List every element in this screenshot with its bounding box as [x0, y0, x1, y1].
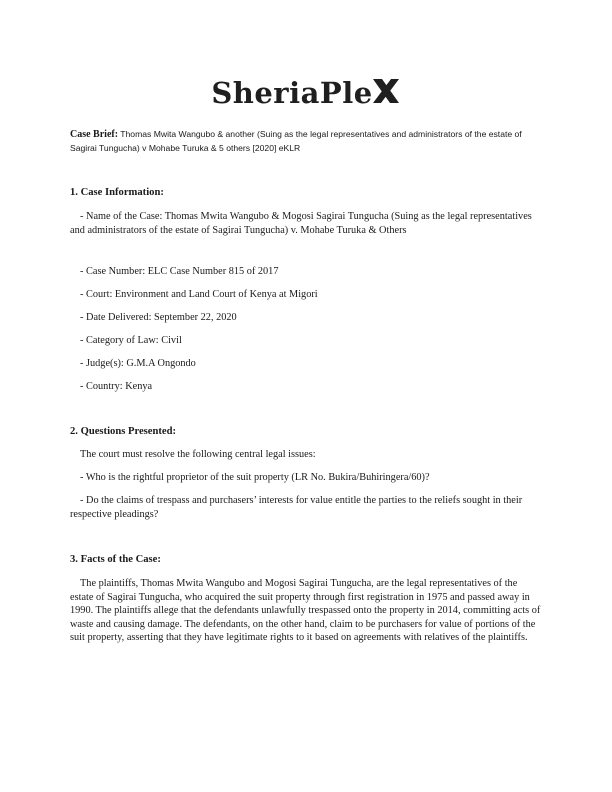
section-heading-questions: 2. Questions Presented: — [70, 426, 177, 437]
case-brief-text: Thomas Mwita Wangubo & another (Suing as the legal representatives and administrators of the estate of Sagirai Tungucha) v Mohabe Turuka & 5 others [2020] eKLR — [70, 129, 522, 153]
case-brief-label: Case Brief: — [70, 129, 119, 140]
question-item: - Do the claims of trespass and purchasers’ interests for value entitle the parties to the reliefs sought in their respective pleadings? — [70, 495, 523, 520]
category-item: - Category of Law: Civil — [80, 335, 182, 346]
section-heading-facts: 3. Facts of the Case: — [70, 554, 161, 565]
facts-paragraph: The plaintiffs, Thomas Mwita Wangubo and Mogosi Sagirai Tungucha, are the legal representatives of the estate of Sagirai Tungucha, who acquired the suit property through first registration in 1975 and passed away in 1990. The plaintiffs allege that the defendants unlawfully trespassed onto the property in 2014, committing acts of waste and causing damage. The defendants, on the other hand, claim to be purchasers for value of portions of the suit property, asserting that they have legitimate rights to it based on agreements with relatives of the plaintiffs. — [70, 578, 541, 643]
case-number-item: - Case Number: ELC Case Number 815 of 2017 — [80, 266, 279, 277]
brand-logo — [0, 76, 612, 110]
court-item: - Court: Environment and Land Court of Kenya at Migori — [80, 289, 318, 300]
case-name-item: - Name of the Case: Thomas Mwita Wangubo & Mogosi Sagirai Tungucha (Suing as the legal representatives and administrators of the estate of Sagirai Tungucha) v. Mohabe Turuka & Others — [70, 211, 532, 236]
logo-wordmark: SheriaPle — [211, 76, 373, 110]
question-item: - Who is the rightful proprietor of the suit property (LR No. Bukira/Buhiringera/60)? — [80, 472, 430, 483]
judges-item: - Judge(s): G.M.A Ongondo — [80, 358, 196, 369]
x-letter-icon — [371, 76, 401, 106]
case-brief-title — [70, 128, 542, 154]
country-item: - Country: Kenya — [80, 381, 153, 392]
section-heading-case-information: 1. Case Information: — [70, 187, 164, 198]
questions-intro: The court must resolve the following central legal issues: — [80, 449, 316, 460]
date-delivered-item: - Date Delivered: September 22, 2020 — [80, 312, 237, 323]
